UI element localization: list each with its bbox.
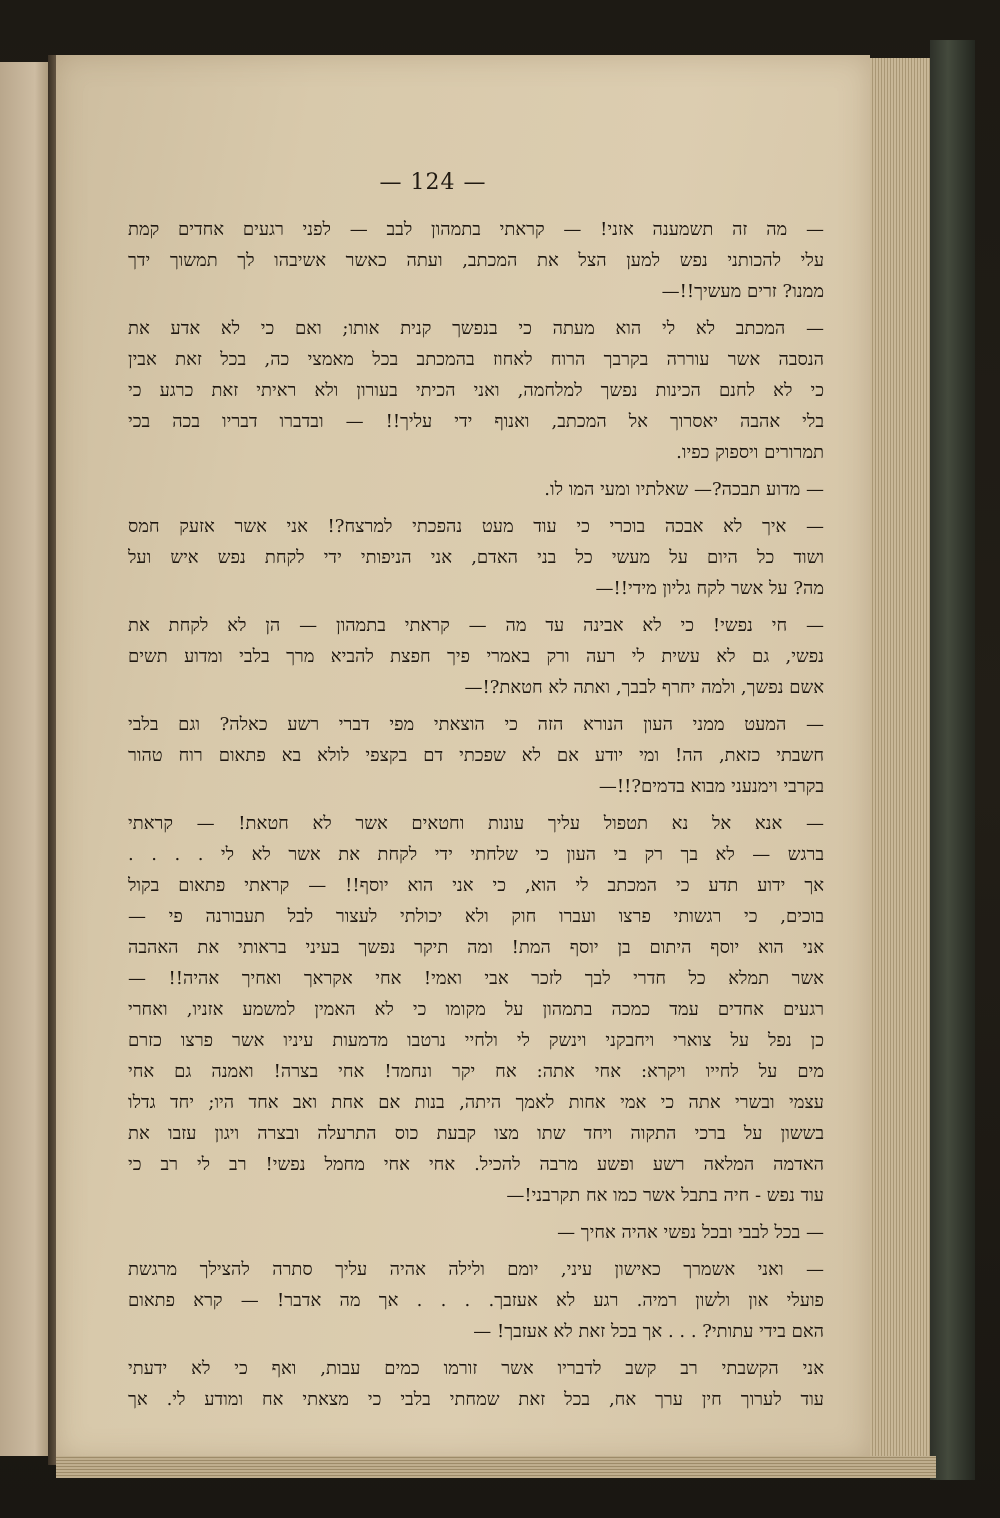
- facing-page-edge: [0, 62, 50, 1456]
- text-line: חשבתי כזאת, הה! ומי יודע אם לא שפכתי דם בקצפי לולא בא פתאום רוח טהור: [128, 745, 824, 766]
- text-line: עצמי ובשרי אתה כי אמי אחות לאמך היתה, בנות אם אחת ואב אחד היו; יחד גדלו: [128, 1092, 824, 1113]
- text-line: רגעים אחדים עמד כמכה בתמהון על מקומו כי לא האמין למשמע אזניו, ואחרי: [128, 999, 824, 1020]
- text-line: אשם נפשך, ולמה יחרף לבבך, ואתה לא חטאת?!—: [464, 677, 824, 698]
- text-line: הנסבה אשר עוררה בקרבך הרוח לאחוז בהמכתב בכל מאמצי כה, בכל זאת אבין: [128, 349, 824, 370]
- text-line: אשר תמלא כל חדרי לבך לזכר אבי ואמי! אחי אקראך ואחיך אהיה!! —: [128, 968, 824, 989]
- text-line: בלי אהבה יאסרוך אל המכתב, ואנוף ידי עליך!! — ובדברו דבריו בכה בכי: [128, 411, 824, 432]
- text-line: תמרורים ויספוק כפיו.: [676, 442, 824, 463]
- text-line: עלי להכותני נפש למען הצל את המכתב, ועתה כאשר אשיבהו לך תמשוך ידך: [128, 250, 824, 271]
- text-line: — חי נפשי! כי לא אבינה עד מה — קראתי בתמהון — הן לא לקחת את: [128, 615, 824, 636]
- text-line: בוכים, כי רגשותי פרצו ועברו חוק ולא יכולתי לעצור לבל תעבורנה פי —: [128, 906, 824, 927]
- page-stack-edge: [870, 58, 932, 1458]
- text-line: — ואני אשמרך כאישון עיני, יומם ולילה אהיה עליך סתרה להצילך מרגשת: [128, 1259, 824, 1280]
- text-line: — איך לא אבכה בוכרי כי עוד מעט נהפכתי למרצח?! אני אשר אזעק חמס: [128, 516, 824, 537]
- text-line: עוד נפש - חיה בתבל אשר כמו אח תקרבני!—: [506, 1185, 824, 1206]
- text-line: כי לא לחנם הכינות נפשך למלחמה, ואני הכיתי בעורון ולא ראיתי זאת כרגע כי: [128, 380, 824, 401]
- text-line: — המכתב לא לי הוא מעתה כי בנפשך קנית אותו; ואם כי לא אדע את: [128, 318, 824, 339]
- text-line: נפשי, גם לא עשית לי רעה ורק באמרי פיך חפצת להביא מרך בלבי ומדוע תשים: [128, 646, 824, 667]
- text-block: [128, 214, 824, 1410]
- page-number: — 124 —: [379, 170, 487, 195]
- text-line: אני הוא יוסף היתום בן יוסף המת! ומה תיקר נפשך בעיני בראותי את האהבה: [128, 937, 824, 958]
- text-line: אך ידוע תדע כי המכתב לי הוא, כי אני הוא יוסף!! — קראתי פתאום בקול: [128, 875, 824, 896]
- text-line: — אנא אל נא תטפול עליך עונות וחטאים אשר לא חטאת! — קראתי: [128, 813, 824, 834]
- text-line: פועלי און ולשון רמיה. רגע לא אעזבך. . . . אך מה אדבר! — קרא פתאום: [128, 1290, 824, 1311]
- text-line: עוד לערוך חין ערך אח, בכל זאת שמחתי בלבי כי מצאתי אח ומודע לי. אך: [128, 1389, 824, 1410]
- text-line: בקרבי וימנעני מבוא בדמים?!!—: [598, 776, 824, 797]
- text-line: מה? על אשר לקח גליון מידי!!—: [595, 578, 824, 599]
- page-bottom-edge: [56, 1456, 936, 1478]
- text-line: מים על לחייו ויקרא: אחי אתה: אח יקר ונחמד! אחי בצרה! ואמנה גם אחי: [128, 1061, 824, 1082]
- text-line: בששון על ברכי התקוה ויחד שתו מצו קבעת כוס התרעלה ובצרה ויגון עזבו את: [128, 1123, 824, 1144]
- book-cover-edge: [930, 40, 975, 1480]
- text-line: האם בידי עתותי? . . . אך בכל זאת לא אעזבך! —: [473, 1321, 824, 1342]
- text-line: ממנו? זרים מעשיך!!—: [661, 281, 824, 302]
- text-line: ברגש — לא בך רק בי העון כי שלחתי ידי לקחת את אשר לא לי . . . .: [128, 844, 824, 865]
- text-line: אני הקשבתי רב קשב לדבריו אשר זורמו כמים עבות, ואף כי לא ידעתי: [128, 1358, 824, 1379]
- text-line: — מדוע תבכה?— שאלתיו ומעי המו לו.: [544, 479, 824, 500]
- text-line: ושוד כל היום על מעשי כל בני האדם, אני הניפותי ידי לקחת נפש איש ועל: [128, 547, 824, 568]
- text-line: כן נפל על צוארי ויחבקני וינשק לי ולחיי נרטבו מדמעות עיניו אשר פרצו כזרם: [128, 1030, 824, 1051]
- text-line: — המעט ממני העון הנורא הזה כי הוצאתי מפי דברי רשע כאלה? וגם בלבי: [128, 714, 824, 735]
- text-line: האדמה המלאה רשע ופשע מרבה להכיל. אחי אחי מחמל נפשי! רב לי רב כי: [128, 1154, 824, 1175]
- text-line: — מה זה תשמענה אזני! — קראתי בתמהון לבב — לפני רגעים אחדים קמת: [128, 219, 824, 240]
- text-line: — בכל לבבי ובכל נפשי אהיה אחיך —: [557, 1222, 824, 1243]
